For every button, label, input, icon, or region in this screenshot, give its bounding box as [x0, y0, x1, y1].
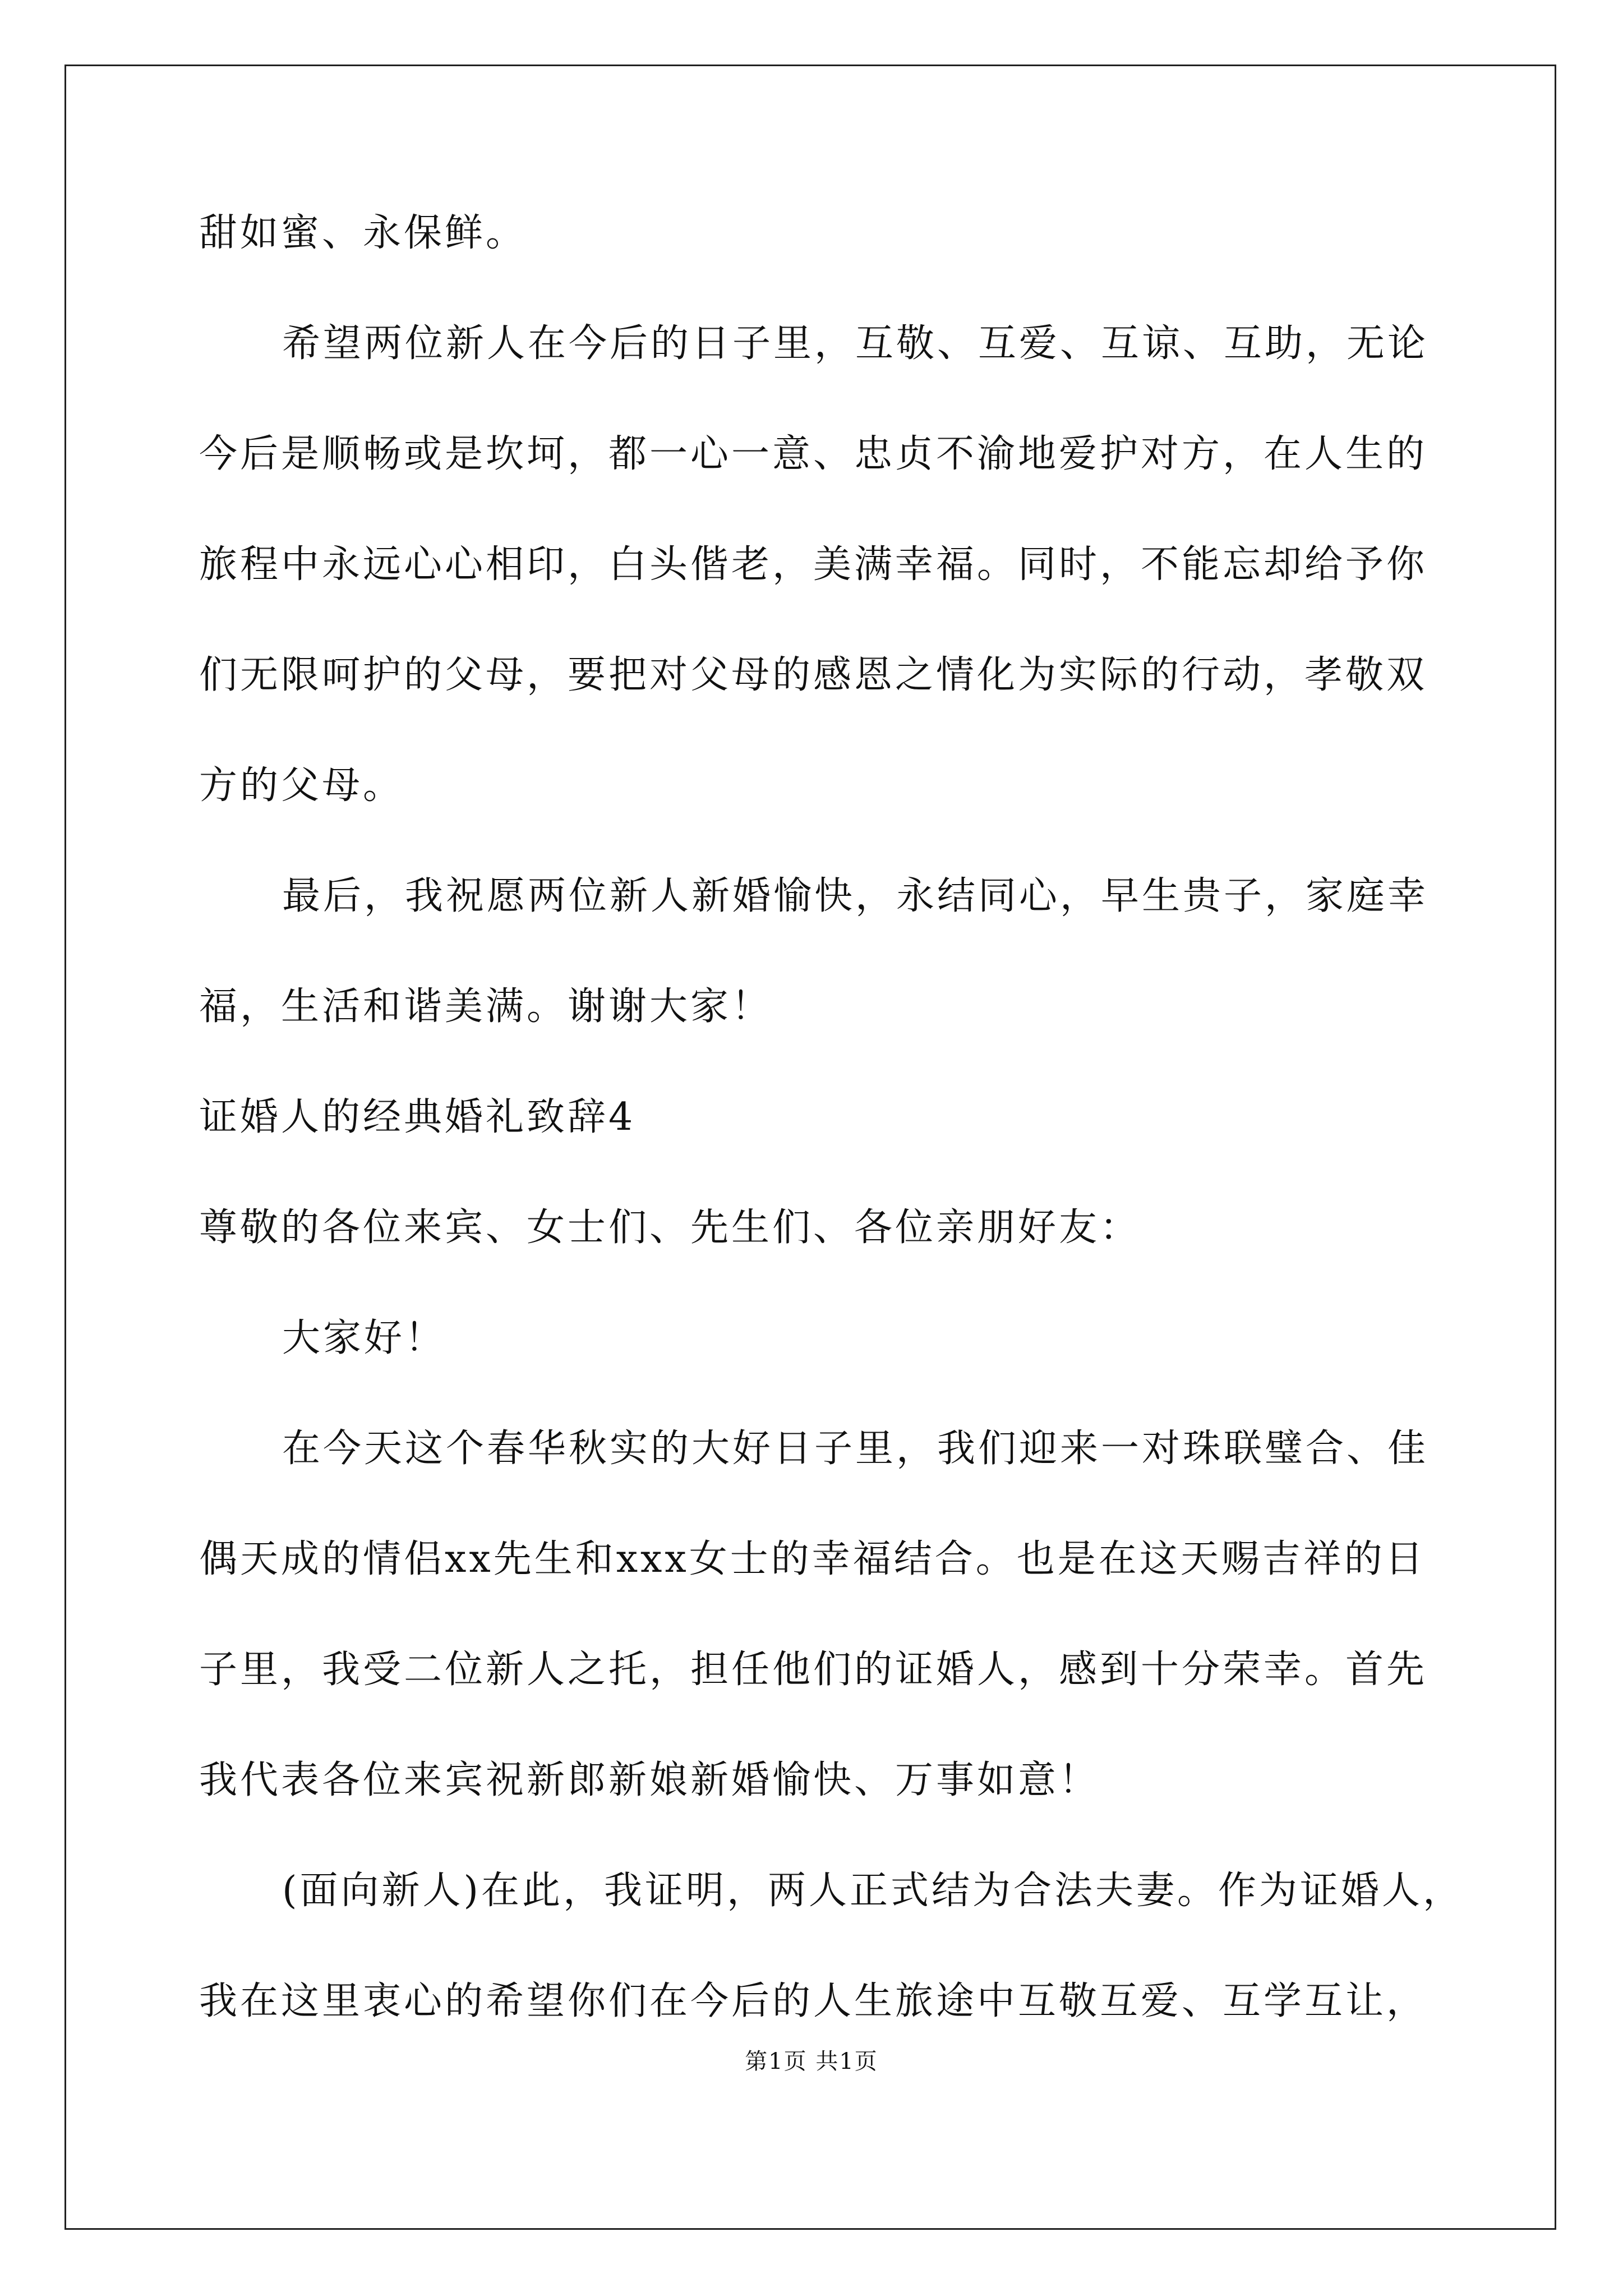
text-line: 甜如蜜、永保鲜。: [199, 211, 527, 255]
text-line: 今后是顺畅或是坎坷，都一心一意、忠贞不渝地爱护对方，在人生的: [199, 432, 1428, 476]
text-line: 在今天这个春华秋实的大好日子里，我们迎来一对珠联璧合、佳: [282, 1427, 1429, 1471]
salutation: 尊敬的各位来宾、女士们、先生们、各位亲朋好友：: [199, 1205, 1141, 1250]
text-line: 希望两位新人在今后的日子里，互敬、互爱、互谅、互助，无论: [282, 321, 1429, 366]
text-line: 偶天成的情侣xx先生和xxx女士的幸福结合。也是在这天赐吉祥的日: [199, 1537, 1426, 1581]
text-line: 们无限呵护的父母，要把对父母的感恩之情化为实际的行动，孝敬双: [199, 653, 1428, 697]
greeting: 大家好！: [282, 1316, 446, 1360]
text-line: 方的父母。: [199, 763, 404, 808]
page-number-footer: 第1页 共1页: [745, 2049, 878, 2074]
text-line: 子里，我受二位新人之托，担任他们的证婚人，感到十分荣幸。首先: [199, 1648, 1428, 1692]
text-line: 我在这里衷心的希望你们在今后的人生旅途中互敬互爱、互学互让，: [199, 1979, 1428, 2023]
text-line: 我代表各位来宾祝新郎新娘新婚愉快、万事如意！: [199, 1758, 1100, 1802]
section-heading: 证婚人的经典婚礼致辞4: [199, 1095, 636, 1139]
text-line: 福，生活和谐美满。谢谢大家！: [199, 984, 773, 1029]
text-line: 最后，我祝愿两位新人新婚愉快，永结同心，早生贵子，家庭幸: [282, 874, 1429, 918]
text-line: (面向新人)在此，我证明，两人正式结为合法夫妻。作为证婚人，: [282, 1869, 1464, 1913]
text-line: 旅程中永远心心相印，白头偕老，美满幸福。同时，不能忘却给予你: [199, 542, 1428, 587]
